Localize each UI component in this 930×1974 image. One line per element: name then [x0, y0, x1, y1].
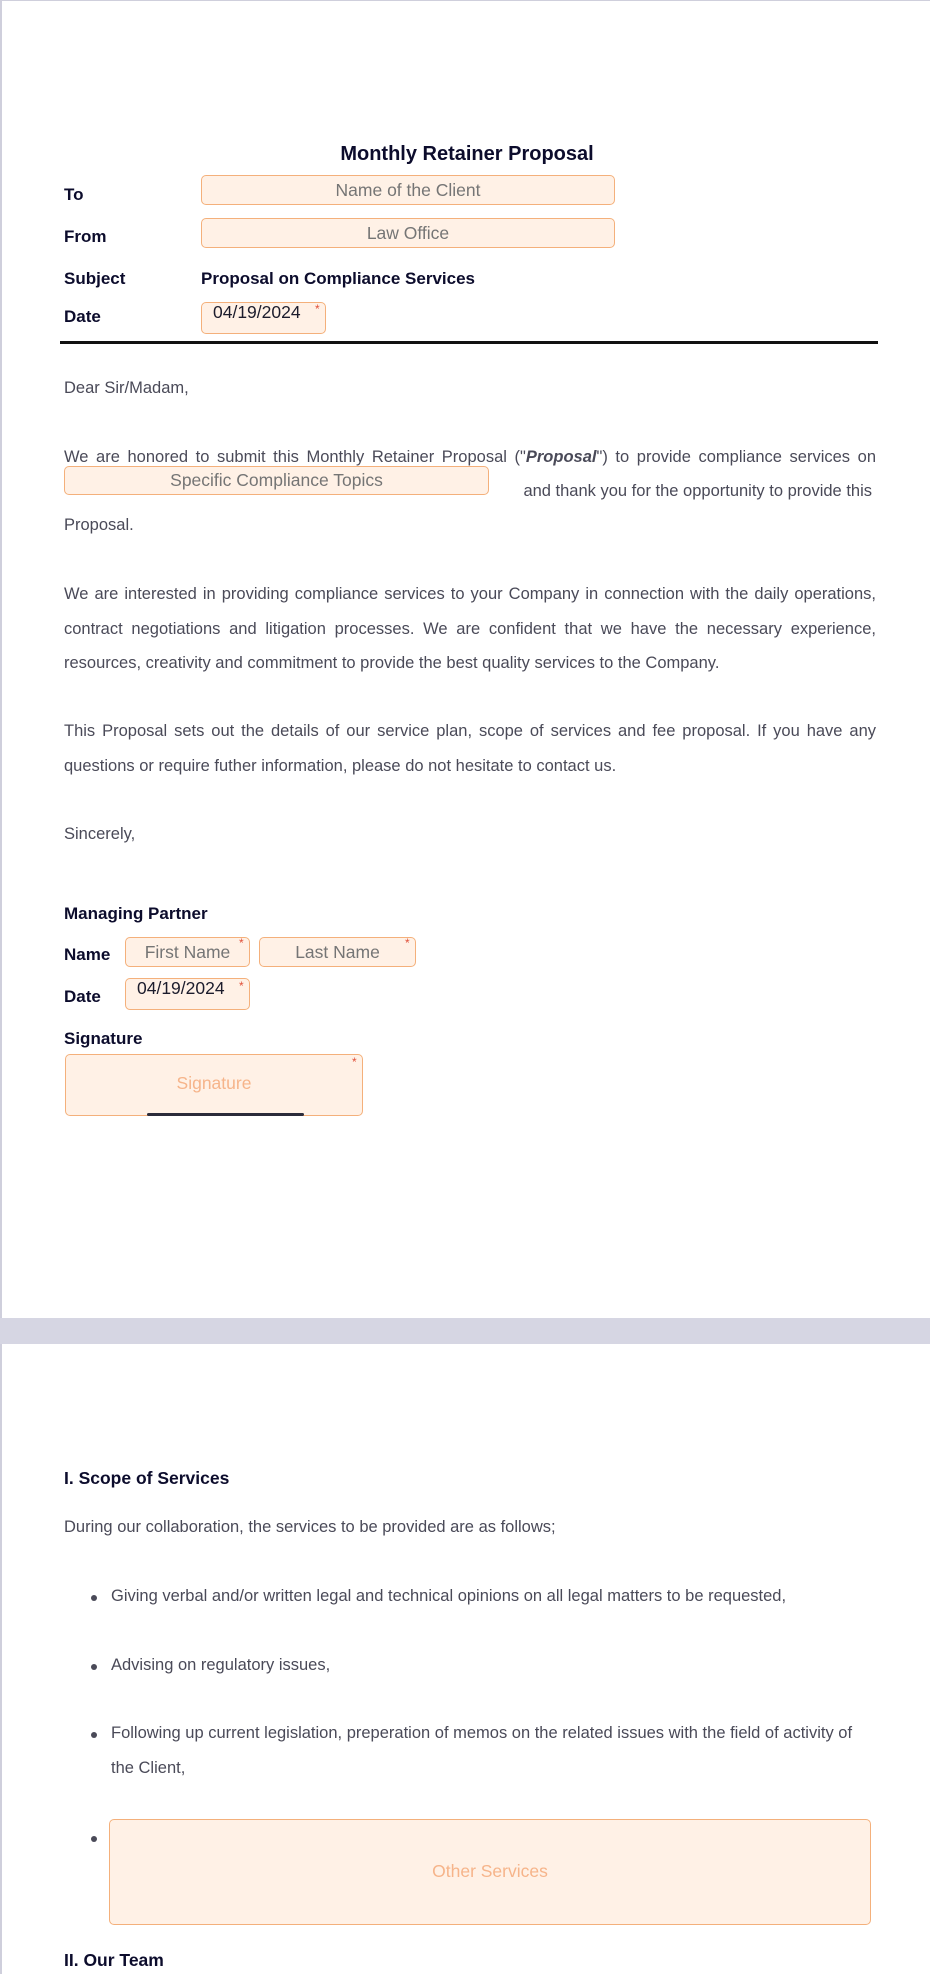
intro-line-3: Proposal.: [64, 516, 134, 534]
signature-placeholder: Signature: [176, 1073, 252, 1093]
signoff-date-label: Date: [64, 987, 101, 1006]
document-page-2: [0, 1344, 930, 1974]
document-title: Monthly Retainer Proposal: [340, 143, 594, 165]
required-star-icon: *: [405, 936, 410, 950]
first-name-field[interactable]: [125, 937, 250, 967]
proposal-date-field[interactable]: [201, 302, 326, 334]
header-divider: [60, 341, 878, 344]
scope-heading: I. Scope of Services: [64, 1468, 230, 1488]
paragraph-services-interest: We are interested in providing compliance services to your Company in connection with the daily operations, contract negotiations and litigation processes. We are confident that we have the necessary experience, resources, creativity and commitment to provide the best quality services to the Company.: [64, 585, 876, 672]
closing: Sincerely,: [64, 825, 136, 843]
date-label: Date: [64, 307, 101, 326]
subject-value: Proposal on Compliance Services: [201, 269, 475, 288]
to-label: To: [64, 185, 84, 204]
required-star-icon: *: [352, 1055, 357, 1069]
scope-item-2: Advising on regulatory issues,: [111, 1656, 331, 1674]
bullet-icon: [91, 1836, 97, 1842]
name-label: Name: [64, 945, 111, 964]
law-office-field[interactable]: [201, 218, 615, 248]
bullet-icon: [91, 1595, 97, 1601]
bullet-icon: [91, 1664, 97, 1670]
required-star-icon: *: [315, 302, 320, 316]
team-heading: II. Our Team: [64, 1950, 164, 1970]
bullet-icon: [91, 1732, 97, 1738]
other-services-placeholder: Other Services: [432, 1861, 548, 1881]
signoff-date-field[interactable]: [125, 978, 250, 1010]
signature-baseline: [147, 1113, 304, 1116]
paragraph-proposal-details: This Proposal sets out the details of our service plan, scope of services and fee proposal. If you have any questions or require futher information, please do not hesitate to contact us.: [64, 722, 876, 775]
intro-line-2: and thank you for the opportunity to provide this: [523, 482, 872, 500]
last-name-field[interactable]: [259, 937, 416, 967]
client-name-field[interactable]: [201, 175, 615, 205]
required-star-icon: *: [239, 979, 244, 993]
compliance-topics-field[interactable]: [64, 466, 489, 495]
signature-field[interactable]: [65, 1054, 363, 1116]
scope-item-1: Giving verbal and/or written legal and technical opinions on all legal matters to be requested,: [111, 1587, 787, 1605]
signoff-date-value: 04/19/2024: [137, 978, 225, 998]
intro-line-1: We are honored to submit this Monthly Retainer Proposal ("Proposal") to provide compliance services on: [64, 448, 876, 466]
salutation: Dear Sir/Madam,: [64, 379, 189, 397]
other-services-field[interactable]: [109, 1819, 871, 1925]
signoff-role: Managing Partner: [64, 904, 208, 923]
required-star-icon: *: [239, 936, 244, 950]
from-label: From: [64, 227, 107, 246]
scope-item-3: Following up current legislation, preperation of memos on the related issues with the field of activity of the Client,: [111, 1724, 853, 1777]
proposal-date-value: 04/19/2024: [213, 302, 301, 322]
scope-intro: During our collaboration, the services to be provided are as follows;: [64, 1518, 556, 1536]
subject-label: Subject: [64, 269, 126, 288]
signature-label: Signature: [64, 1029, 143, 1048]
